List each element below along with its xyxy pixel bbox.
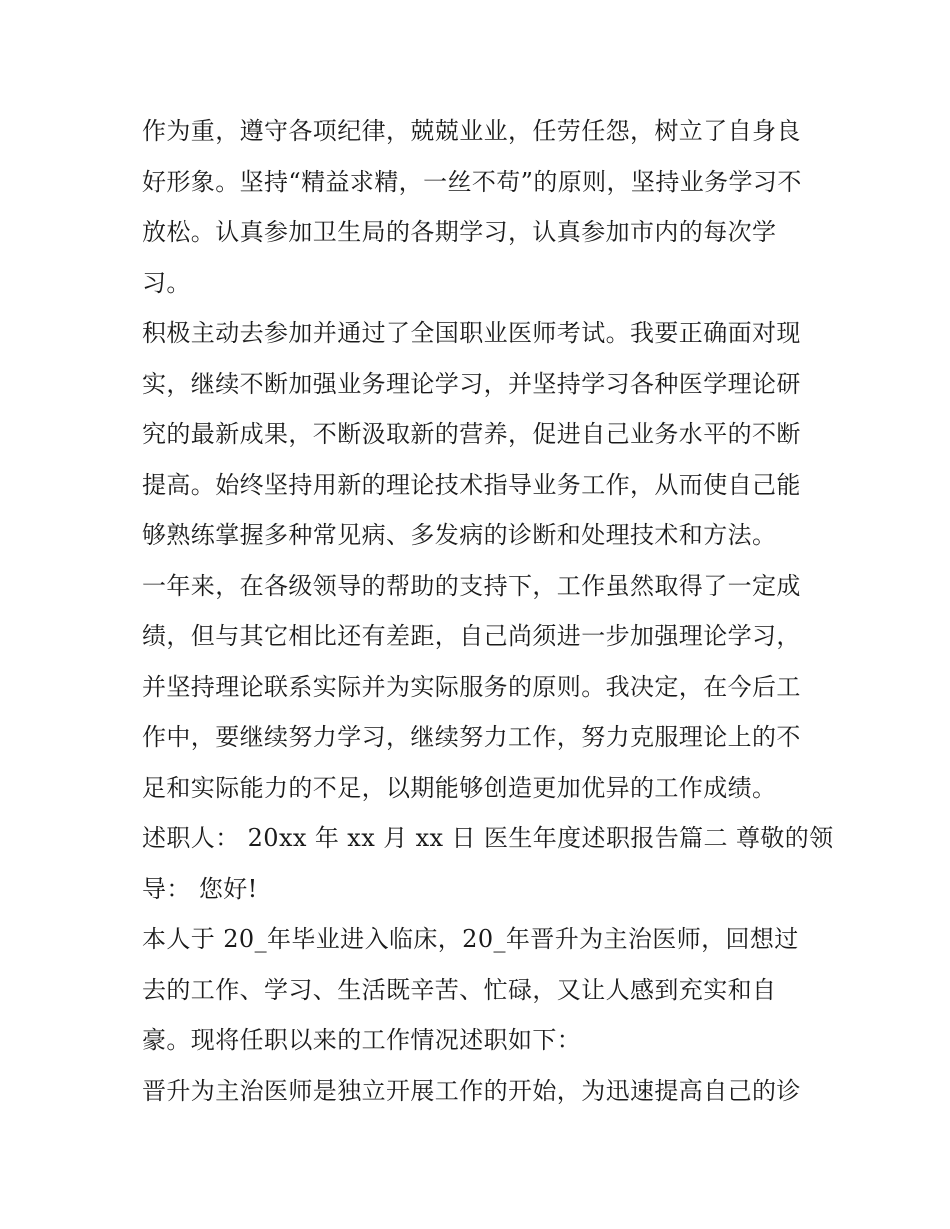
text-line: 作为重，遵守各项纪律，兢兢业业，任劳任怨，树立了自身良 bbox=[142, 117, 801, 145]
text-line: 晋升为主治医师是独立开展工作的开始，为迅速提高自己的诊 bbox=[142, 1076, 801, 1105]
text-line: 并坚持理论联系实际并为实际服务的原则。我决定，在今后工 bbox=[142, 672, 801, 701]
text-line: 本人于 20_年毕业进入临床，20_年晋升为主治医师，回想过 bbox=[142, 925, 799, 953]
text-line: 够熟练掌握多种常见病、多发病的诊断和处理技术和方法。 bbox=[142, 521, 777, 549]
text-line: 作中，要继续努力学习，继续努力工作，努力克服理论上的不 bbox=[142, 723, 801, 751]
text-line: 足和实际能力的不足，以期能够创造更加优异的工作成绩。 bbox=[142, 773, 777, 802]
text-line: 好形象。坚持“精益求精，一丝不苟”的原则，坚持业务学习不 bbox=[142, 167, 802, 196]
text-line: 述职人： 20xx 年 xx 月 xx 日 医生年度述职报告篇二 尊敬的领 bbox=[142, 824, 834, 852]
text-line: 豪。现将任职以来的工作情况述职如下： bbox=[142, 1026, 582, 1054]
document-body bbox=[142, 106, 834, 1116]
text-line: 习。 bbox=[142, 268, 191, 297]
text-line: 究的最新成果，不断汲取新的营养，促进自己业务水平的不断 bbox=[142, 420, 801, 448]
text-line: 提高。始终坚持用新的理论技术指导业务工作，从而使自己能 bbox=[142, 470, 801, 499]
text-line: 去的工作、学习、生活既辛苦、忙碌，又让人感到充实和自 bbox=[142, 975, 777, 1004]
text-line: 积极主动去参加并通过了全国职业医师考试。我要正确面对现 bbox=[142, 319, 801, 347]
text-line: 导： 您好! bbox=[142, 874, 258, 903]
text-line: 一年来，在各级领导的帮助的支持下，工作虽然取得了一定成 bbox=[142, 571, 801, 600]
text-line: 实，继续不断加强业务理论学习，并坚持学习各种医学理论研 bbox=[142, 369, 801, 398]
text-line: 放松。认真参加卫生局的各期学习，认真参加市内的每次学 bbox=[142, 218, 777, 246]
text-line: 绩，但与其它相比还有差距，自己尚须进一步加强理论学习， bbox=[142, 622, 801, 650]
